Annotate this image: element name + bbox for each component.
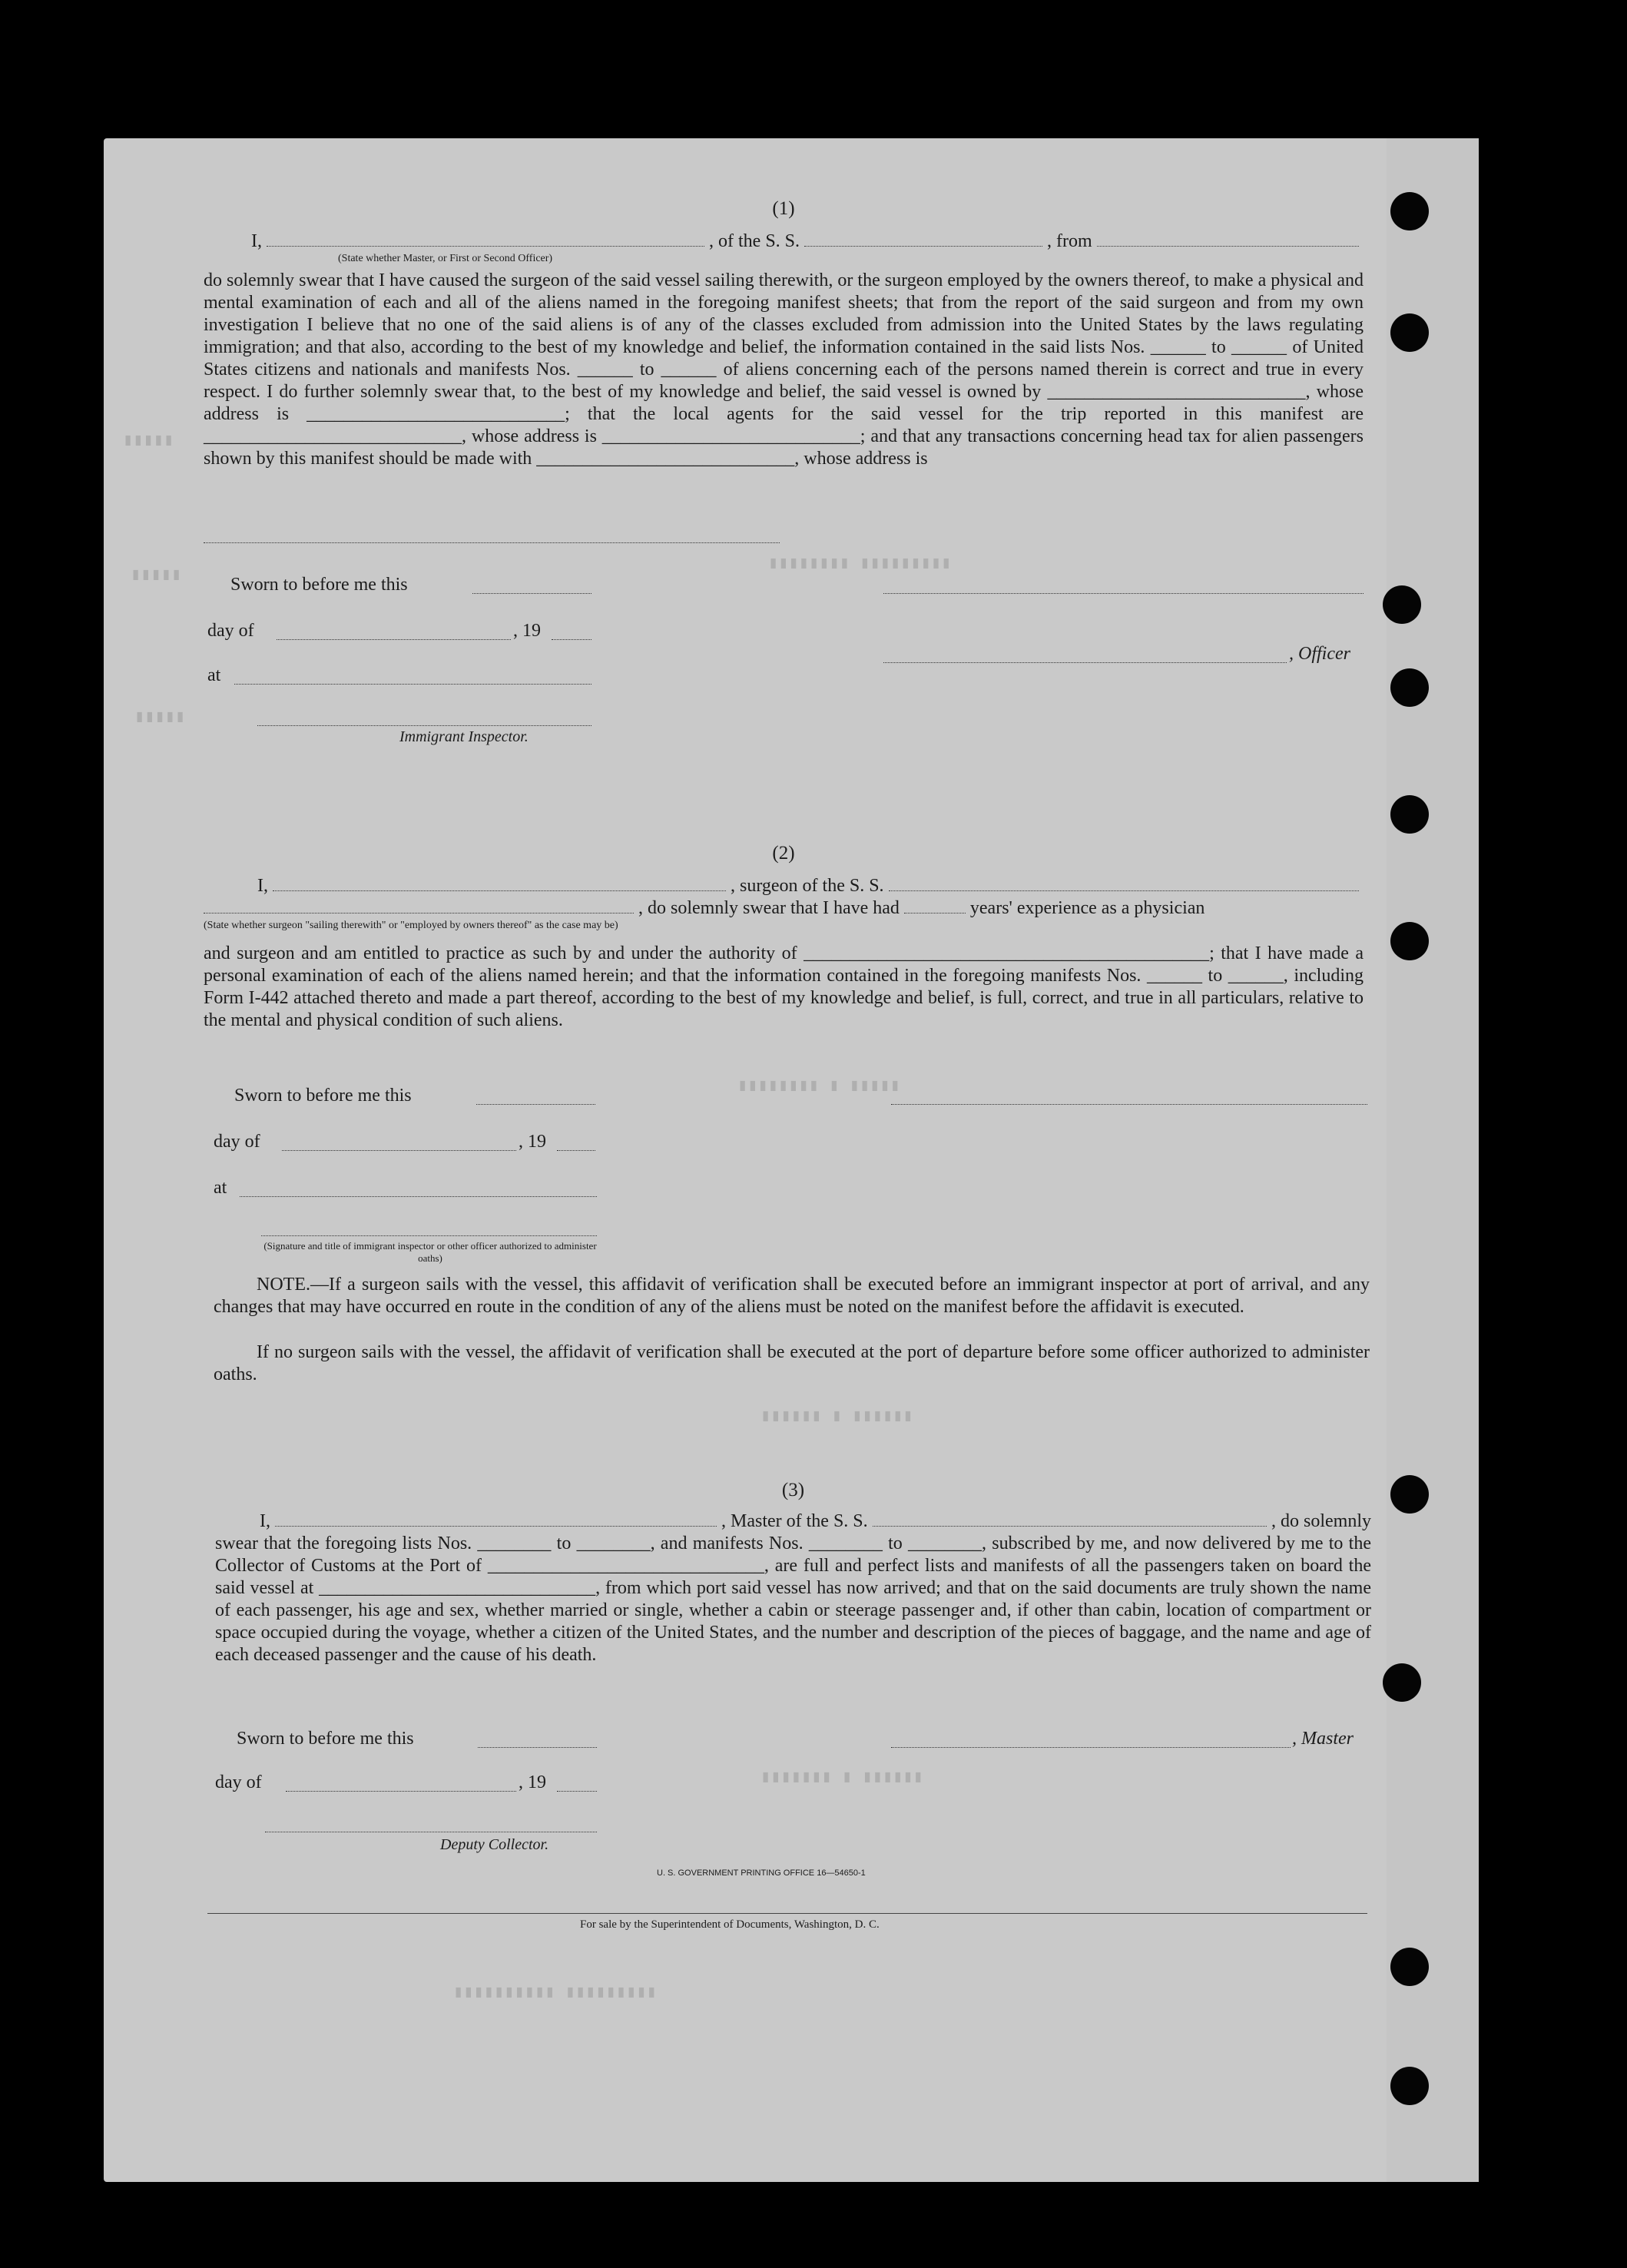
punch-hole — [1390, 192, 1429, 230]
sale-notice: For sale by the Superintendent of Documents, Washington, D. C. — [580, 1918, 880, 1931]
master-caption: (State whether Master, or First or Second Officer) — [338, 253, 553, 264]
master-name-field[interactable] — [275, 1512, 717, 1527]
bleed-through-mark: ▮▮▮▮▮ — [131, 565, 182, 584]
bleed-through-mark: ▮▮▮▮▮▮▮▮ ▮ ▮▮▮▮▮ — [737, 1076, 900, 1095]
punch-hole — [1383, 585, 1421, 624]
punch-hole — [1390, 1475, 1429, 1514]
punch-hole — [1390, 922, 1429, 960]
bleed-through-mark: ▮▮▮▮▮▮▮▮▮▮ ▮▮▮▮▮▮▮▮▮ — [453, 1982, 657, 2001]
sworn-label-2: Sworn to before me this — [234, 1086, 412, 1106]
surgeon-name-field[interactable] — [273, 877, 726, 891]
officer-name-line[interactable] — [883, 662, 1287, 663]
footer-rule — [207, 1913, 1367, 1914]
year-label-2: , 19 — [519, 1132, 546, 1152]
surgeon-of-label: , surgeon of the S. S. — [731, 876, 884, 896]
year-field-2[interactable] — [557, 1150, 595, 1151]
section-number: (2) — [772, 843, 795, 864]
day-of-label-2: day of — [214, 1132, 260, 1152]
day-of-field-2[interactable] — [282, 1150, 516, 1151]
section-3 — [215, 1480, 1371, 1666]
at-field-1[interactable] — [234, 684, 591, 685]
gpo-imprint: U. S. GOVERNMENT PRINTING OFFICE 16—54650-1 — [657, 1868, 866, 1878]
address-line[interactable] — [204, 542, 780, 543]
at-field-2[interactable] — [240, 1196, 597, 1197]
section-number: (3) — [781, 1480, 805, 1500]
master-signature-line[interactable] — [891, 1747, 1291, 1748]
ship-name-field[interactable] — [873, 1510, 1267, 1527]
section-3-body: swear that the foregoing lists Nos. ________ to ________, and manifests Nos. ________ to ________, subscribed by me, and now delivered by me to the Collector of Customs at the Port of ______________________________, are full and perfect lists and manifests of all the passengers taken on board the said vessel at ______________________________, from which port said vessel has now arrived; and that on the said documents are truly shown the name of each passenger, his age and sex, whether married or single, whether a cabin or steerage passenger and, if other than cabin, location of compartment or space occupied during the voyage, whether a citizen of the United States, and the number and description of the pieces of baggage, and the name and age of each deceased passenger and the cause of his death. — [215, 1534, 1371, 1665]
sworn-label-1: Sworn to before me this — [230, 575, 408, 595]
oath-start: I, — [251, 231, 262, 251]
officer-label: , Officer — [1289, 644, 1350, 664]
note-paragraph: NOTE.—If a surgeon sails with the vessel, this affidavit of verification shall be executed before an immigrant inspector at port of arrival, and any changes that may have occurred en route in the condition of any of the aliens must be noted on the manifest before the affidavit is executed. — [214, 1275, 1370, 1317]
bleed-through-mark: ▮▮▮▮▮ — [134, 707, 186, 726]
years-label: years' experience as a physician — [969, 898, 1205, 918]
inspector-label: Immigrant Inspector. — [399, 728, 529, 745]
swear-had-label: , do solemnly swear that I have had — [638, 898, 900, 918]
inspector-signature-line-2[interactable] — [261, 1235, 597, 1236]
year-field-1[interactable] — [552, 639, 591, 640]
section-1 — [204, 198, 1364, 470]
punch-hole — [1390, 313, 1429, 352]
punch-hole — [1383, 1663, 1421, 1702]
surgeon-caption: (State whether surgeon "sailing therewith" or "employed by owners thereof" as the case may be) — [204, 920, 618, 931]
section-2-body: and surgeon and am entitled to practice as such by and under the authority of ____________________________________________; that I have made a personal examination of each of the aliens named herein; and that the information contained in the foregoing manifests Nos. ______ to ______, including Form I-442 attached thereto and made a part thereof, according to the best of my knowledge and belief, is full, correct, and true in all particulars, relative to the mental and physical condition of such aliens. — [204, 943, 1364, 1030]
sworn-date-field-3[interactable] — [478, 1747, 597, 1748]
signature-caption: (Signature and title of immigrant inspector or other officer authorized to administer oaths) — [263, 1240, 597, 1264]
inspector-signature-line[interactable] — [257, 725, 591, 726]
from-label: , from — [1047, 231, 1092, 251]
surgeon-signature-line[interactable] — [891, 1104, 1367, 1105]
year-field-3[interactable] — [557, 1791, 597, 1792]
bleed-through-mark: ▮▮▮▮▮▮▮ ▮ ▮▮▮▮▮▮ — [760, 1767, 923, 1786]
section-2 — [204, 843, 1364, 1032]
ship-name-field[interactable] — [804, 232, 1042, 247]
at-label-2: at — [214, 1178, 227, 1198]
deputy-label: Deputy Collector. — [440, 1836, 549, 1853]
bleed-through-mark: ▮▮▮▮▮ — [123, 430, 174, 449]
section-number: (1) — [772, 198, 795, 219]
years-field[interactable] — [904, 899, 966, 914]
ship-name-field[interactable] — [889, 875, 1359, 891]
punch-hole — [1390, 2067, 1429, 2105]
surgeon-type-field[interactable] — [204, 899, 634, 914]
punch-hole — [1390, 668, 1429, 707]
officer-signature-line[interactable] — [883, 593, 1364, 594]
sworn-label-3: Sworn to before me this — [237, 1729, 414, 1749]
day-of-label-1: day of — [207, 621, 254, 641]
year-label-3: , 19 — [519, 1772, 546, 1792]
punch-hole — [1390, 795, 1429, 834]
year-label-1: , 19 — [513, 621, 541, 641]
master-name-field[interactable] — [267, 232, 704, 247]
sworn-date-field-1[interactable] — [472, 593, 591, 594]
at-label-1: at — [207, 665, 221, 685]
master-label: , Master — [1292, 1729, 1354, 1749]
do-solemnly-label: , do solemnly — [1271, 1511, 1371, 1531]
master-of-label: , Master of the S. S. — [721, 1511, 868, 1531]
note-paragraph-2: If no surgeon sails with the vessel, the affidavit of verification shall be executed at the port of departure before some officer authorized to administer oaths. — [214, 1342, 1370, 1384]
oath-start: I, — [257, 876, 268, 896]
of-ss-label: , of the S. S. — [709, 231, 800, 251]
punch-hole — [1390, 1948, 1429, 1986]
day-of-field-1[interactable] — [277, 639, 511, 640]
oath-start: I, — [260, 1511, 270, 1531]
section-1-body: do solemnly swear that I have caused the surgeon of the said vessel sailing therewith, or the surgeon employed by the owners thereof, to make a physical and mental examination of each and all of the aliens named in the foregoing manifest sheets; that from the report of the said surgeon and from my own investigation I believe that no one of the said aliens is of any of the classes excluded from admission into the United States by the laws regulating immigration; and that also, according to the best of my knowledge and belief, the information contained in the said lists Nos. ______ to ______ of United States citizens and nationals and manifests Nos. ______ to ______ of aliens concerning each of the persons named therein is correct and true in every respect. I do further solemnly swear that, to the best of my knowledge and belief, the said vessel is owned by ____________________________, whose address is ____________________________; that the local agents for the said vessel for the trip reported in this manifest are ____________________________, whose address is ____________________________; and that any transactions concerning head tax for alien passengers shown by this manifest should be made with ____________________________, whose address is — [204, 270, 1364, 469]
day-of-label-3: day of — [215, 1772, 262, 1792]
bleed-through-mark: ▮▮▮▮▮▮ ▮ ▮▮▮▮▮▮ — [760, 1406, 913, 1425]
bleed-through-mark: ▮▮▮▮▮▮▮▮ ▮▮▮▮▮▮▮▮▮ — [768, 553, 952, 572]
sworn-date-field-2[interactable] — [476, 1104, 595, 1105]
from-port-field[interactable] — [1097, 230, 1359, 247]
day-of-field-3[interactable] — [286, 1791, 516, 1792]
